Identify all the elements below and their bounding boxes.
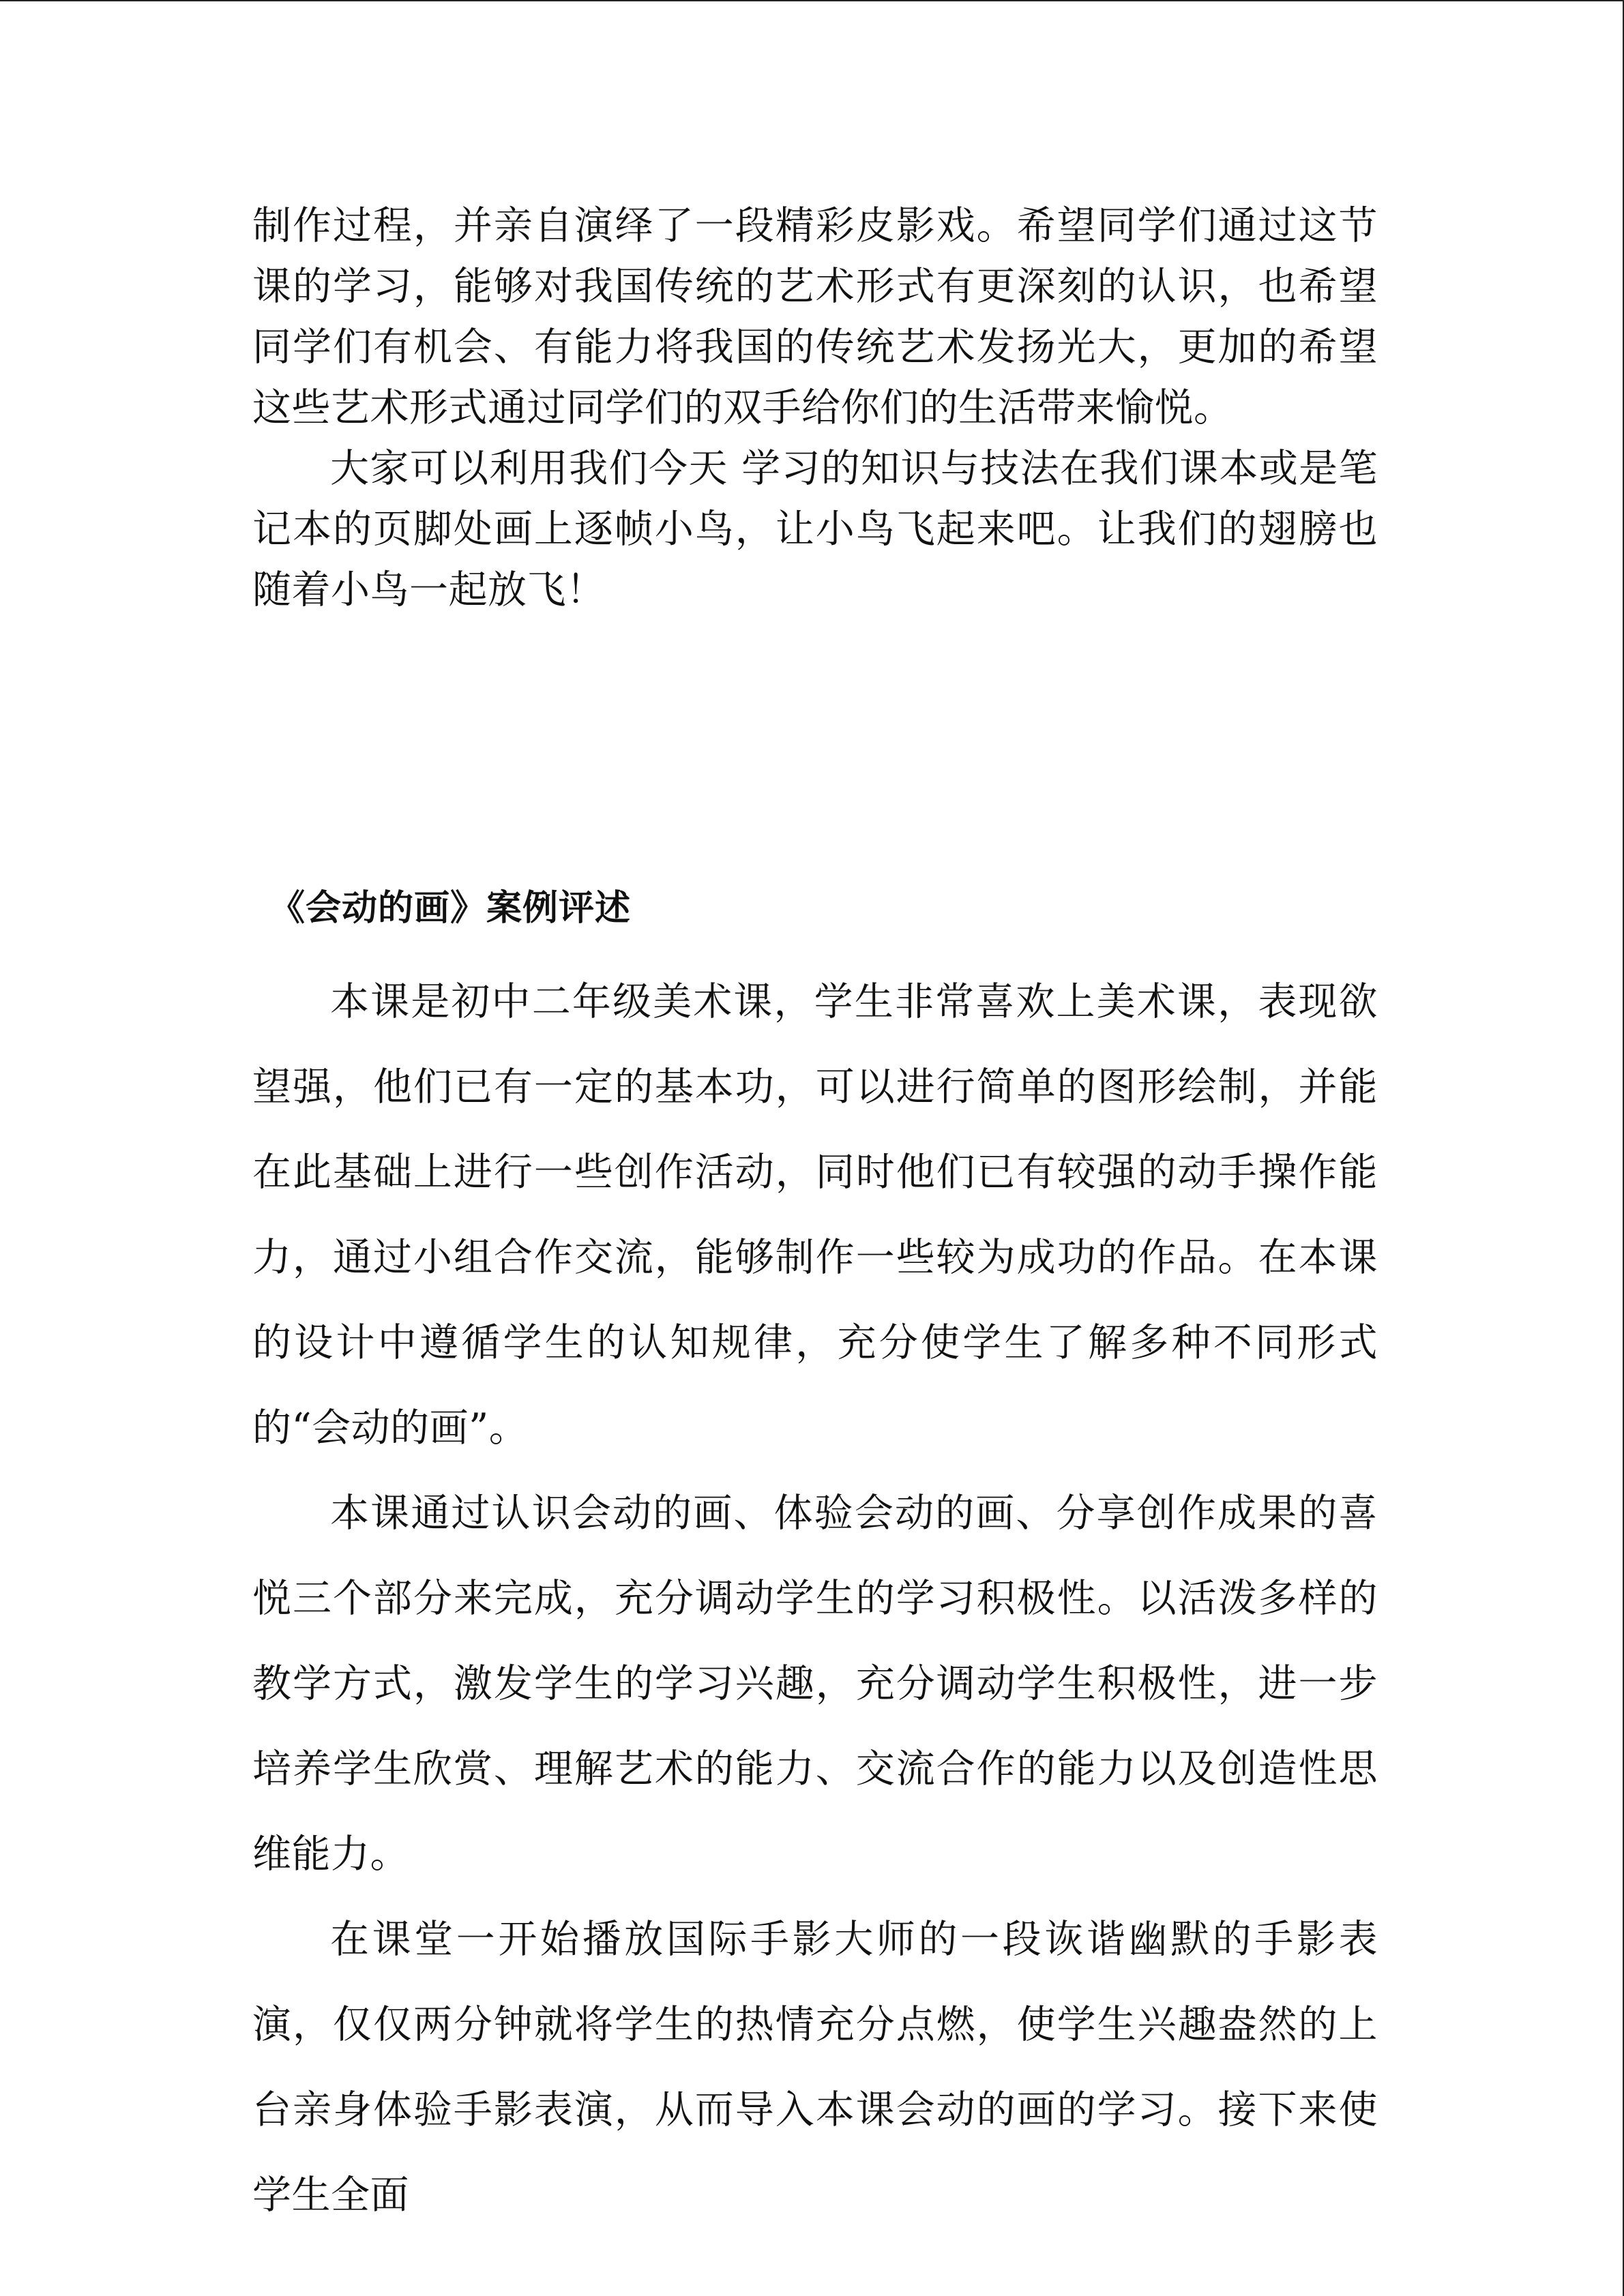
paragraph-2: 本课通过认识会动的画、体验会动的画、分享创作成果的喜悦三个部分来完成，充分调动学生的学习积极性。以活泼多样的教学方式，激发学生的学习兴趣，充分调动学生积极性，进一步培养学生欣赏、理解艺术的能力、交流合作的能力以及创造性思维能力。 [252,1491,1378,1877]
paragraph-3: 在课堂一开始播放国际手影大师的一段诙谐幽默的手影表演，仅仅两分钟就将学生的热情充分点燃，使学生兴趣盎然的上台亲身体验手影表演，从而导入本课会动的画的学习。接下来使学生全面 [252,1917,1378,2218]
paragraph-continued: 制作过程，并亲自演绎了一段精彩皮影戏。希望同学们通过这节课的学习，能够对我国传统的艺术形式有更深刻的认识，也希望同学们有机会、有能力将我国的传统艺术发扬光大，更加的希望这些艺术形式通过同学们的双手给你们的生活带来愉悦。 [252,203,1378,430]
continued-text-block [252,196,1378,621]
section-title: 《会动的画》案例评述 [269,887,632,929]
paragraph-closing: 大家可以利用我们今天 学习的知识与技法在我们课本或是笔记本的页脚处画上逐帧小鸟，让小鸟飞起来吧。让我们的翅膀也随着小鸟一起放飞！ [252,446,1378,612]
section-body [252,959,1378,2238]
paragraph-1: 本课是初中二年级美术课，学生非常喜欢上美术课，表现欲望强，他们已有一定的基本功，可以进行简单的图形绘制，并能在此基础上进行一些创作活动，同时他们已有较强的动手操作能力，通过小组合作交流，能够制作一些较为成功的作品。在本课的设计中遵循学生的认知规律，充分使学生了解多种不同形式的“会动的画”。 [252,979,1378,1450]
